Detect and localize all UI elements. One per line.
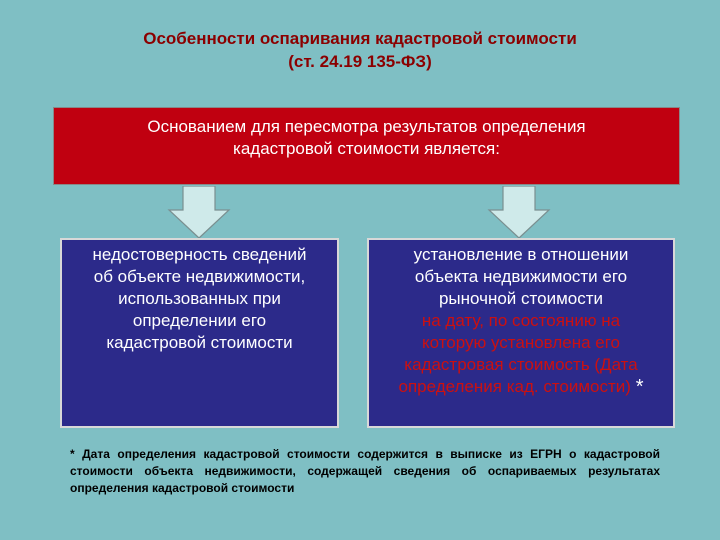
right-box-line: объекта недвижимости его	[414, 267, 628, 286]
left-box-line: об объекте недвижимости,	[93, 267, 306, 286]
right-box-highlight-text: определения кад. стоимости)	[398, 377, 631, 396]
ground-unreliable-data-box	[60, 238, 339, 428]
ground-market-value-box	[367, 238, 675, 428]
left-box-line: кадастровой стоимости	[106, 333, 293, 352]
header-box	[53, 107, 680, 185]
left-box-line: недостоверность сведений	[92, 245, 307, 264]
header-box-line-2: кадастровой стоимости является:	[233, 139, 500, 158]
slide-subtitle: (ст. 24.19 135-ФЗ)	[288, 52, 432, 71]
left-box-line: использованных при	[118, 289, 281, 308]
down-arrow-right-icon	[487, 186, 551, 240]
header-box-line-1: Основанием для пересмотра результатов определения	[147, 117, 586, 136]
footnote: * Дата определения кадастровой стоимости содержится в выписке из ЕГРН о кадастровой стоимости объекта недвижимости, содержащей сведения об оспариваемых результатах определения кадастровой стоимости	[70, 447, 660, 495]
down-arrow-left-icon	[167, 186, 231, 240]
right-box-line: установление в отношении	[413, 245, 629, 264]
footnote-asterisk: *	[635, 376, 644, 398]
right-box-highlight-line: кадастровая стоимость (Дата	[404, 355, 638, 374]
right-box-highlight-line: на дату, по состоянию на	[421, 311, 621, 330]
right-box-highlight-line: которую установлена его	[421, 333, 620, 352]
right-box-line: рыночной стоимости	[438, 289, 604, 308]
left-box-line: определении его	[132, 311, 267, 330]
slide-title: Особенности оспаривания кадастровой стоимости	[143, 29, 577, 48]
right-box-highlight-line-last	[369, 376, 673, 398]
